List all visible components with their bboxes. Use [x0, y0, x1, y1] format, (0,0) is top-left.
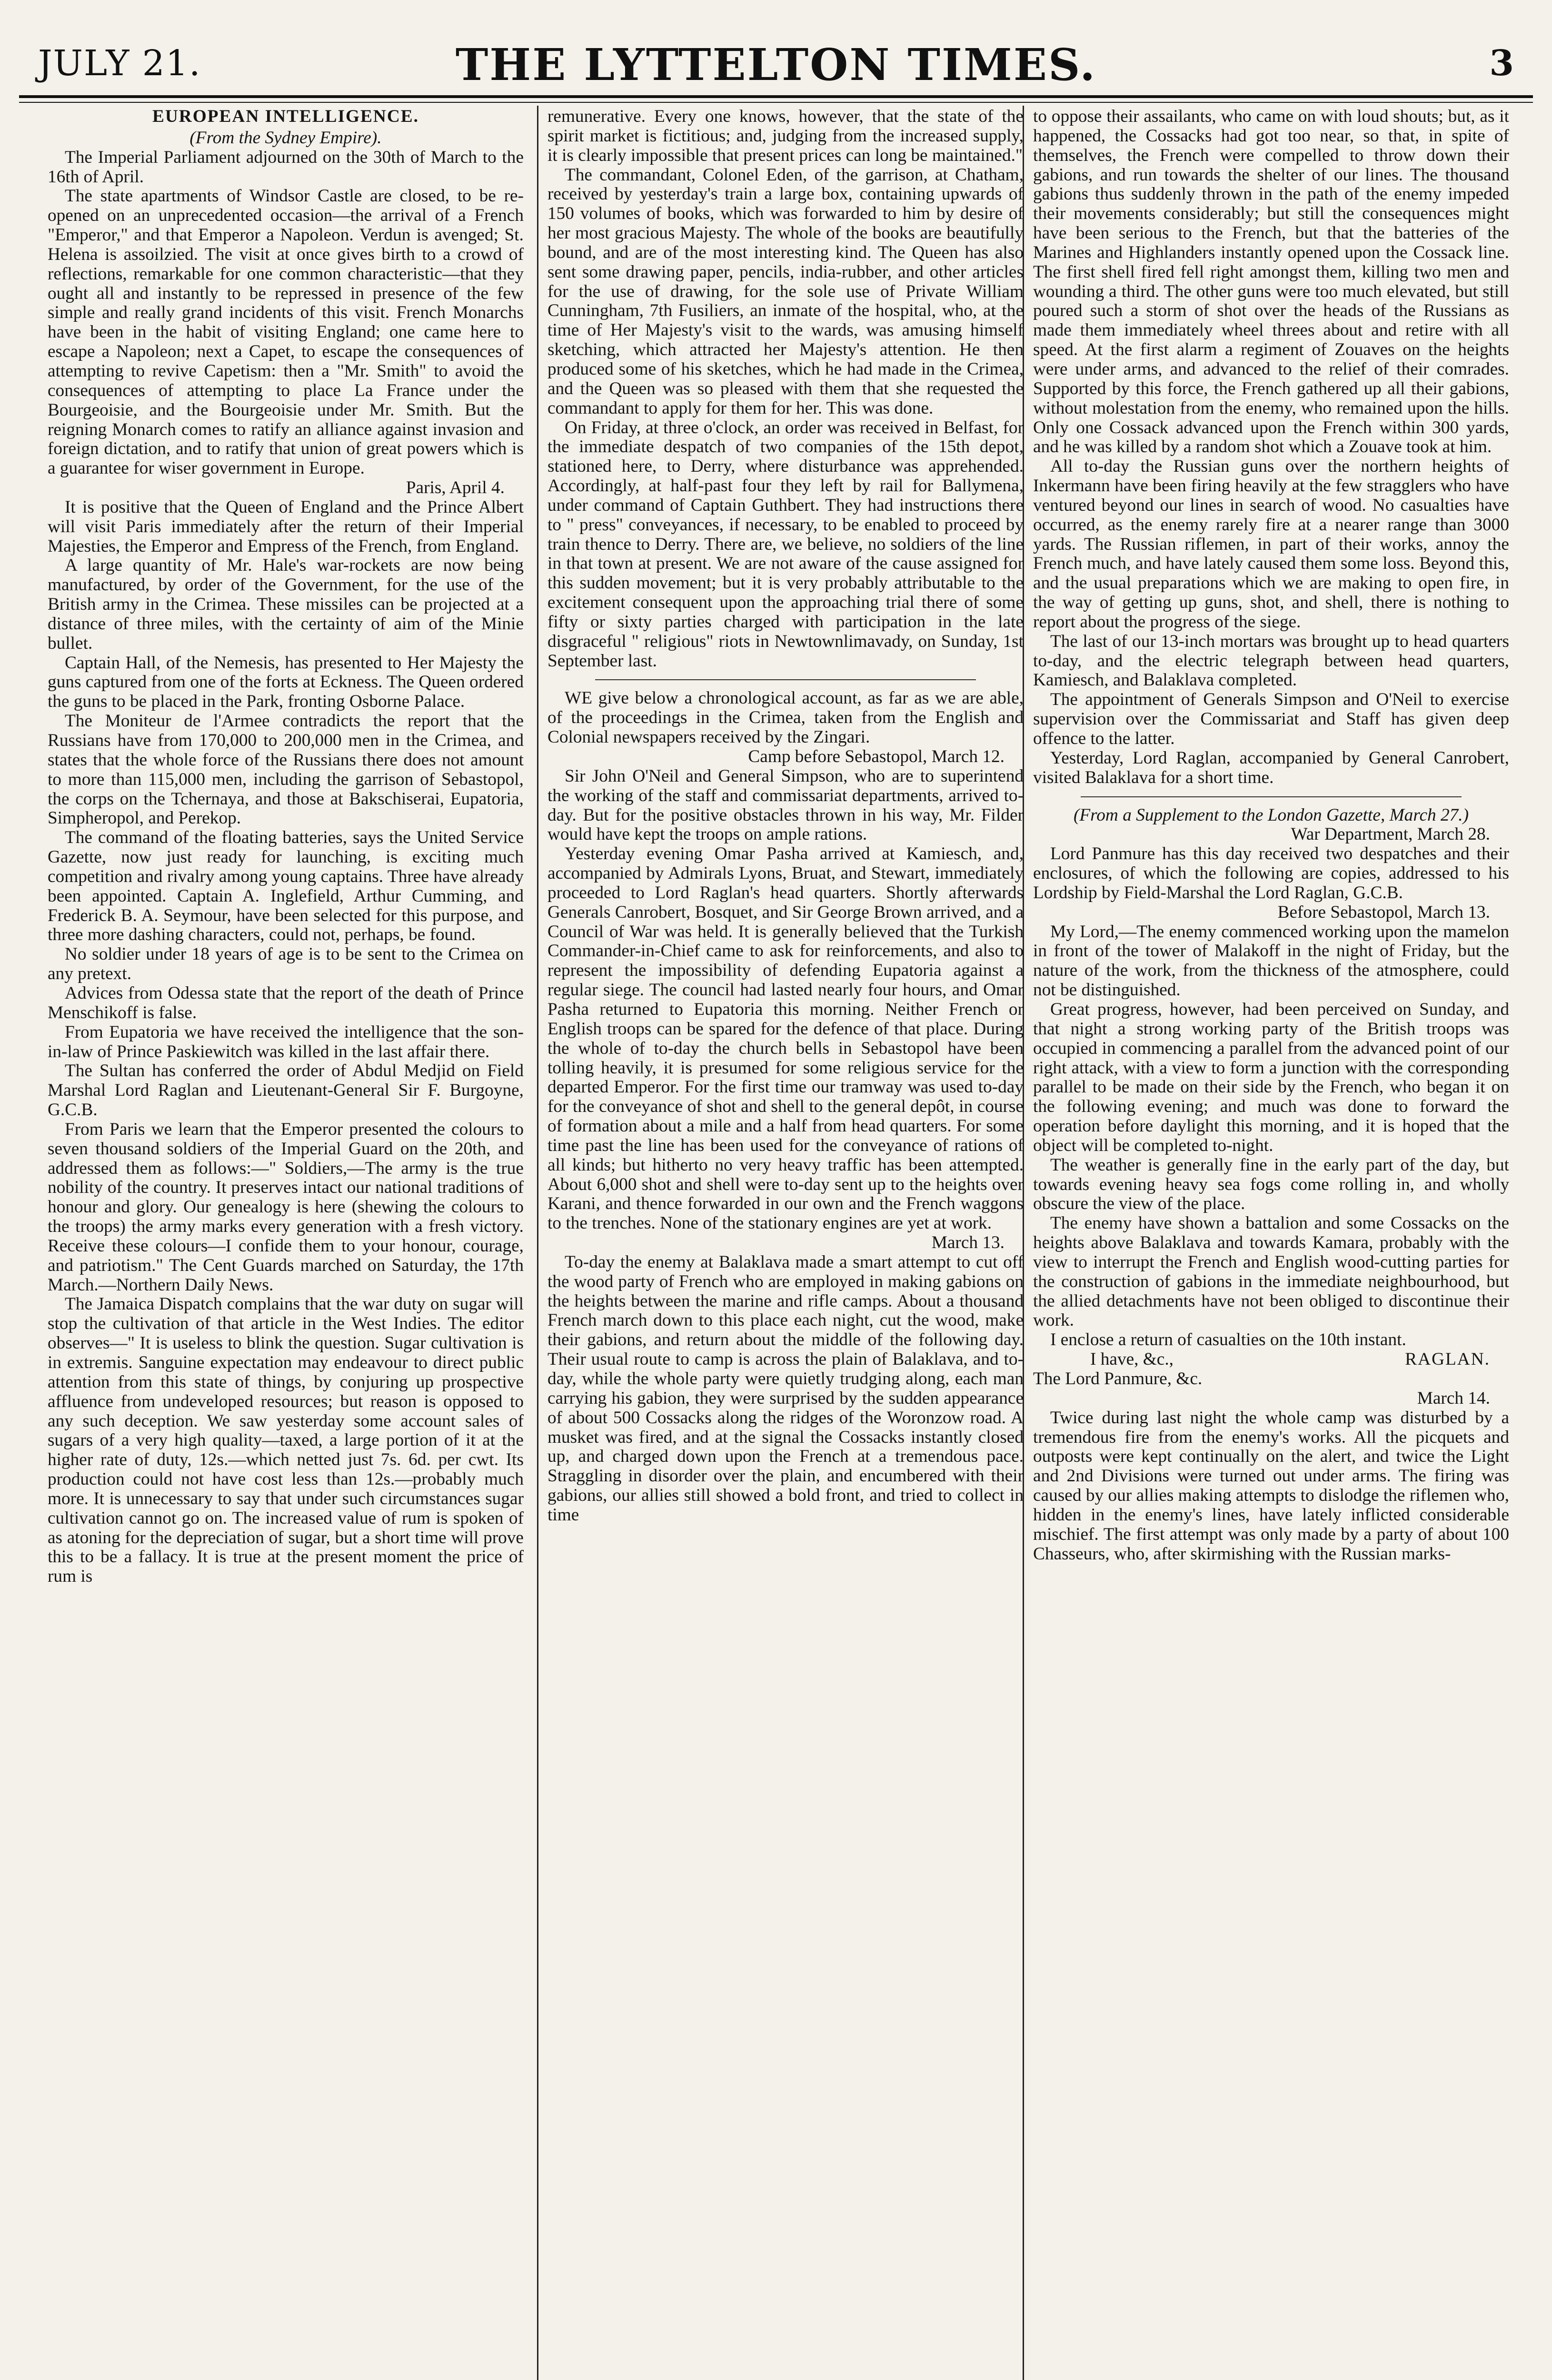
paragraph: The Sultan has conferred the order of Abdul Medjid on Field Marshal Lord Raglan and Lieutenant-General Sir F. Burgoyne, G.C.B.	[48, 1061, 524, 1120]
article-column-3	[1033, 107, 1509, 2380]
section-heading: EUROPEAN INTELLIGENCE.	[152, 107, 419, 126]
paragraph: Twice during last night the whole camp was disturbed by a tremendous fire from the enemy's works. All the picquets and outposts were kept continually on the alert, and twice the Light and 2nd Divisions were turned out under arms. The firing was caused by our allies making attempts to dislodge the riflemen who, hidden in the enemy's lines, have lately inflicted considerable mischief. The first attempt was only made by a party of about 100 Chasseurs, who, after skirmishing with the Russian marks-	[1033, 1408, 1509, 1564]
paragraph: The appointment of Generals Simpson and O'Neil to exercise supervision over the Commissariat and Staff has given deep offence to the latter.	[1033, 690, 1509, 748]
dateline: War Department, March 28.	[1291, 824, 1490, 844]
signature: RAGLAN.	[1405, 1349, 1490, 1369]
paragraph-group	[48, 148, 524, 478]
dateline: March 13.	[931, 1233, 1005, 1253]
paragraph: I enclose a return of casualties on the 10th instant.	[1050, 1330, 1406, 1350]
intro-paragraph: WE give below a chronological account, as far as we are able, of the proceedings in the Crimea, taken from the English and Colonial newspapers received by the Zingari.	[547, 688, 1024, 747]
paragraph: All to-day the Russian guns over the northern heights of Inkermann have been firing heavily at the few stragglers who have ventured beyond our lines in search of wood. No casualties have occurred, as the enemy rarely fire at a nearer range than 3000 yards. The Russian riflemen, in part of their works, annoy the French much, and have lately caused them some loss. Beyond this, and the usual preparations which we are making to open fire, in the way of getting up guns, shot, and shell, there is nothing to report about the progress of the siege.	[1033, 456, 1509, 632]
paragraph: No soldier under 18 years of age is to be sent to the Crimea on any pretext.	[48, 944, 524, 984]
paragraph: The state apartments of Windsor Castle are closed, to be re-opened on an unprecedented occasion—the arrival of a French "Emperor," and that Emperor a Napoleon. Verdun is avenged; St. Helena is assoilzied. The visit at once gives birth to a crowd of reflections, remarkable for one common characteristic—that they ought all and instantly to be repressed in presence of the few simple and really grand incidents of this visit. French Monarchs have been in the habit of visiting England; one came here to escape a Napoleon; next a Capet, to escape the consequences of attempting to revive Capetism: then a "Mr. Smith" to avoid the consequences of attempting to place La France under the Bourgeoisie, and the Bourgeoisie under Mr. Smith. But the reigning Monarch comes to ratify an alliance against invasion and foreign dictation, and to ratify that union of great powers which is a guarantee for wiser government in Europe.	[48, 186, 524, 478]
source-line: (From the Sydney Empire).	[189, 128, 382, 148]
paragraph: The Imperial Parliament adjourned on the 30th of March to the 16th of April.	[48, 147, 524, 187]
source-line: (From a Supplement to the London Gazette, March 27.)	[1073, 805, 1469, 825]
paragraph: The commandant, Colonel Eden, of the garrison, at Chatham, received by yesterday's train a large box, containing upwards of 150 volumes of books, which was forwarded to him by desire of her most gracious Majesty. The whole of the books are beautifully bound, and are of the most interesting kind. The Queen has also sent some drawing paper, pencils, india-rubber, and other articles for the use of drawing, for the sole use of Private William Cunningham, 7th Fusiliers, an inmate of the hospital, who, at the time of Her Majesty's visit to the wards, was amusing himself sketching, which attracted her Majesty's attention. He then produced some of his sketches, which he had made in the Crimea, and the Queen was so pleased with them that she requested the commandant to apply for them for her. This was done.	[547, 165, 1024, 418]
article-column-2	[547, 107, 1024, 2380]
paragraph: On Friday, at three o'clock, an order was received in Belfast, for the immediate despatch of two companies of the 15th depot, stationed here, to Derry, where disturbance was apprehended. Accordingly, at half-past four they left by rail for Ballymena, under command of Captain Guthbert. They had instructions there to " press" conveyances, if necessary, to be enabled to proceed by train thence to Derry. There are, we believe, no soldiers of the line in that town at present. We are not aware of the cause assigned for this sudden movement; but it is very probably attributable to the excitement consequent upon the approaching trial there of some fifty or sixty parties charged with participation in the late disgraceful " religious" riots in Newtownlimavady, on Sunday, 1st September last.	[547, 417, 1024, 671]
signature-line	[1033, 1350, 1509, 1369]
paragraph: A large quantity of Mr. Hale's war-rockets are now being manufactured, by order of the Government, for the use of the British army in the Crimea. These missiles can be projected at a distance of three miles, with the certainty of aim of the Minie bullet.	[48, 555, 524, 653]
paragraph: To-day the enemy at Balaklava made a smart attempt to cut off the wood party of French who are employed in making gabions on the heights between the marine and rifle camps. About a thousand French march down to this place each night, cut the wood, make their gabions, and return about the middle of the following day. Their usual route to camp is across the plain of Balaklava, and to-day, while the whole party were quietly trudging along, each man carrying his gabion, they were surprised by the sudden appearance of about 500 Cossacks along the ridges of the Woronzow road. A musket was fired, and at the signal the Cossacks instantly closed up, and charged down upon the French at a tremendous pace. Straggling in disorder over the plain, and encumbered with their gabions, our allies still showed a bold front, and tried to collect in time	[547, 1252, 1024, 1525]
newspaper-title: THE LYTTELTON TIMES.	[455, 39, 1097, 90]
addressee: The Lord Panmure, &c.	[1033, 1369, 1203, 1388]
masthead	[19, 33, 1533, 100]
paragraph: Lord Panmure has this day received two despatches and their enclosures, of which the following are copies, addressed to his Lordship by Field-Marshal the Lord Raglan, G.C.B.	[1033, 844, 1509, 902]
paragraph: remunerative. Every one knows, however, that the state of the spirit market is fictitious; and, judging from the increased supply, it is clearly impossible that present prices can long be maintained."	[547, 107, 1024, 165]
closing: I have, &c.,	[1090, 1349, 1174, 1369]
column-divider	[537, 106, 538, 2380]
dateline: March 14.	[1417, 1388, 1490, 1408]
issue-date: JULY 21.	[38, 43, 201, 84]
page-number: 3	[1489, 43, 1514, 84]
paragraph: Yesterday evening Omar Pasha arrived at Kamiesch, and, accompanied by Admirals Lyons, Bruat, and Stewart, immediately proceeded to Lord Raglan's head quarters. Shortly afterwards Generals Canrobert, Bosquet, and Sir George Brown arrived, and a Council of War was held. It is generally believed that the Turkish Commander-in-Chief came to ask for reinforcements, and also to represent the impossibility of defending Eupatoria against a regular siege. The council had lasted nearly four hours, and Omar Pasha returned to Eupatoria this morning. Neither French or English troops can be spared for the defence of that place. During the whole of to-day the church bells in Sebastopol have been tolling heavily, it is presumed for some religious service for the departed Emperor. For the first time our tramway was used to-day for the conveyance of shot and shell to the general depôt, in course of formation about a mile and a half from head quarters. For some time past the line has been used for the conveyance of rations of all kinds; but hitherto no very heavy traffic has been attempted. About 6,000 shot and shell were to-day sent up to the heights over Karani, and thence forwarded in our own and the French waggons to the trenches. None of the stationary engines are yet at work.	[547, 844, 1024, 1233]
article-column-1	[48, 107, 524, 2380]
paragraph: Yesterday, Lord Raglan, accompanied by General Canrobert, visited Balaklava for a short time.	[1033, 748, 1509, 787]
masthead-rule	[19, 95, 1533, 98]
paragraph: Great progress, however, had been perceived on Sunday, and that night a strong working party of the British troops was occupied in commencing a parallel from the advanced point of our right attack, with a view to form a junction with the corresponding parallel to be made on their side by the French, who began it on the following evening; and much was done to forward the operation before daylight this morning, and it is hoped that the object will be completed to-night.	[1033, 999, 1509, 1155]
section-divider	[1081, 796, 1462, 797]
paragraph: Sir John O'Neil and General Simpson, who are to superintend the working of the staff and commissariat departments, arrived to-day. But for the positive obstacles thrown in his way, Mr. Filder would have kept the troops on ample rations.	[547, 766, 1024, 844]
paragraph: The weather is generally fine in the early part of the day, but towards evening heavy sea fogs come rolling in, and wholly obscure the view of the place.	[1033, 1155, 1509, 1214]
paragraph-group	[48, 498, 524, 1587]
section-divider	[595, 679, 976, 680]
dateline: Before Sebastopol, March 13.	[1277, 902, 1490, 922]
paragraph: From Eupatoria we have received the intelligence that the son-in-law of Prince Paskiewitch was killed in the last affair there.	[48, 1022, 524, 1061]
paragraph: The command of the floating batteries, says the United Service Gazette, now just ready for launching, is exciting much competition and rivalry among young captains. Three have already been appointed. Captain A. Inglefield, Arthur Cumming, and Frederick B. A. Seymour, have been selected for this purpose, and three more dashing characters, could not, perhaps, be found.	[48, 828, 524, 945]
paragraph: to oppose their assailants, who came on with loud shouts; but, as it happened, the Cossacks had got too near, so that, in spite of themselves, the French were compelled to throw down their gabions, and run towards the shelter of our lines. The thousand gabions thus suddenly thrown in the path of the enemy impeded their movements considerably; but still the consequences might have been serious to the French, but that the batteries of the Marines and Highlanders instantly opened upon the Cossack line. The first shell fired fell right amongst them, killing two men and wounding a third. The other guns were too much elevated, but still poured such a storm of shot over the heads of the Russians as made them immediately wheel threes about and retire with all speed. At the first alarm a regiment of Zouaves on the heights were under arms, and advanced to the relief of their comrades. Supported by this force, the French gathered up all their gabions, without molestation from the enemy, who remained upon the hills. Only one Cossack advanced upon the French within 300 yards, and he was killed by a random shot which a Zouave took at him.	[1033, 107, 1509, 457]
paragraph: Captain Hall, of the Nemesis, has presented to Her Majesty the guns captured from one of the forts at Eckness. The Queen ordered the guns to be placed in the Park, fronting Osborne Palace.	[48, 653, 524, 712]
paragraph: The Moniteur de l'Armee contradicts the report that the Russians have from 170,000 to 200,000 men in the Crimea, and states that the whole force of the Russians there does not amount to more than 115,000 men, including the garrison of Sebastopol, the corps on the Tchernaya, and those at Bakschiserai, Eupatoria, Simpheropol, and Perekop.	[48, 711, 524, 828]
masthead-rule-thin	[19, 102, 1533, 103]
paragraph: The enemy have shown a battalion and some Cossacks on the heights above Balaklava and towards Kamara, probably with the view to interrupt the French and English wood-cutting parties for the construction of gabions in the immediate neighbourhood, but the allied detachments have not been obliged to discontinue their work.	[1033, 1213, 1509, 1330]
paragraph: The Jamaica Dispatch complains that the war duty on sugar will stop the cultivation of that article in the West Indies. The editor observes—" It is useless to blink the question. Sugar cultivation is in extremis. Sanguine expectation may endeavour to direct public attention from this state of things, by conjuring up prospective affluence from undeveloped resources; but reason is opposed to any such deception. We saw yesterday some account sales of sugars of a very high quality—taxed, a large portion of it at the higher rate of duty, 12s.—which netted just 7s. 6d. per cwt. Its production could not have cost less than 12s.—probably much more. It is unnecessary to say that under such circumstances sugar cultivation cannot go on. The increased value of rum is spoken of as atoning for the depreciation of sugar, but a short time will prove this to be a fallacy. It is true at the present moment the price of rum is	[48, 1294, 524, 1587]
dateline: Camp before Sebastopol, March 12.	[748, 747, 1005, 766]
paragraph: My Lord,—The enemy commenced working upon the mamelon in front of the tower of Malakoff in the night of Friday, but the nature of the work, from the thickness of the atmosphere, could not be distinguished.	[1033, 922, 1509, 1000]
paragraph: It is positive that the Queen of England and the Prince Albert will visit Paris immediately after the return of their Imperial Majesties, the Emperor and Empress of the French, from England.	[48, 497, 524, 556]
paragraph: From Paris we learn that the Emperor presented the colours to seven thousand soldiers of the Imperial Guard on the 20th, and addressed them as follows:—" Soldiers,—The army is the true nobility of the country. It preserves intact our national traditions of honour and glory. Our genealogy is here (shewing the colours to the troops) the army marks every generation with a fresh victory. Receive these colours—I confide them to your honour, courage, and patriotism." The Cent Guards marched on Saturday, the 17th March.—Northern Daily News.	[48, 1119, 524, 1295]
dateline: Paris, April 4.	[406, 478, 505, 498]
paragraph: Advices from Odessa state that the report of the death of Prince Menschikoff is false.	[48, 983, 524, 1022]
paragraph: The last of our 13-inch mortars was brought up to head quarters to-day, and the electric telegraph between head quarters, Kamiesch, and Balaklava completed.	[1033, 631, 1509, 690]
